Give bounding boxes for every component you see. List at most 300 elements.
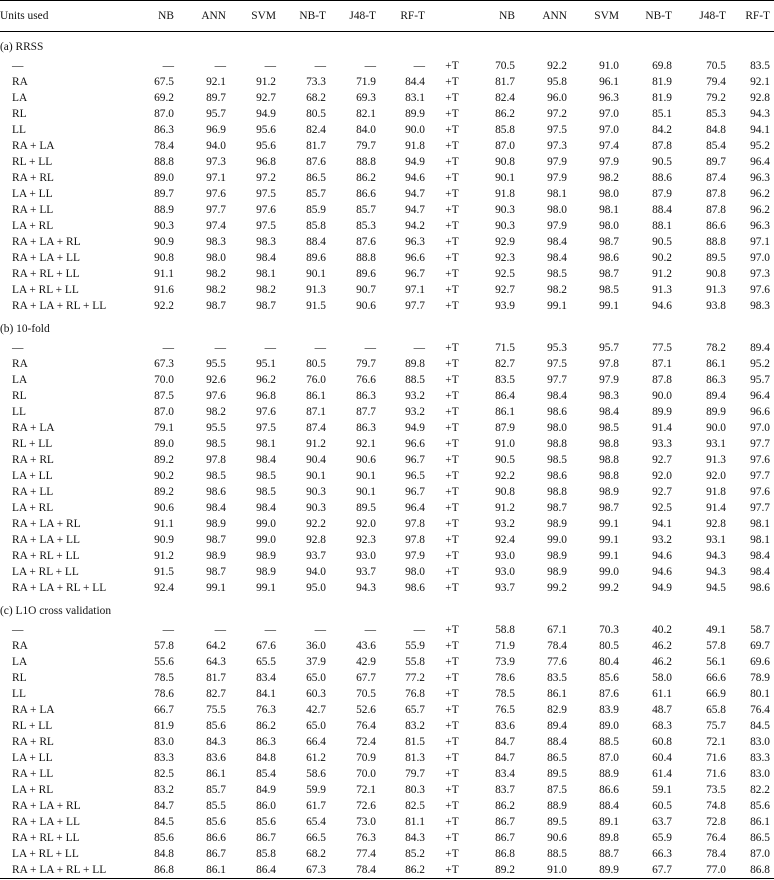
value-cell: 94.1 [652,518,672,530]
value-cell: — [264,342,276,354]
units-cell: RA + LA [12,140,55,152]
value-cell: 76.8 [405,688,425,700]
plus-t-cell: +T [445,140,459,152]
table-row [0,436,774,452]
value-cell: 91.0 [599,60,619,72]
value-cell: 65.4 [306,816,326,828]
value-cell: 98.5 [599,422,619,434]
value-cell: 95.7 [599,342,619,354]
plus-t-cell: +T [445,172,459,184]
value-cell: 86.8 [134,862,178,879]
value-cell: 89.2 [154,454,174,466]
value-cell: 85.8 [306,220,326,232]
value-cell: 89.9 [652,406,672,418]
table-row [0,170,774,186]
value-cell: — [214,60,226,72]
value-cell: 92.2 [495,470,515,482]
value-cell: 88.8 [706,236,726,248]
value-cell: 91.4 [652,422,672,434]
value-cell: 90.3 [306,502,326,514]
value-cell: 93.2 [495,518,515,530]
units-cell: RA + LA + LL [12,252,80,264]
value-cell: 73.5 [706,784,726,796]
value-cell: 84.8 [706,124,726,136]
value-cell: 98.6 [547,470,567,482]
value-cell: 81.1 [405,816,425,828]
value-cell: 92.3 [495,252,515,264]
value-cell: 87.5 [547,784,567,796]
units-cell: LA + LL [12,470,53,482]
header-cell: J48-T [676,1,730,32]
value-cell: 84.3 [405,832,425,844]
value-cell: 97.0 [750,252,770,264]
header-units-used: Units used [0,1,134,32]
value-cell: 76.4 [750,704,770,716]
value-cell: 72.8 [706,816,726,828]
value-cell: 82.5 [154,768,174,780]
value-cell: 97.5 [256,422,276,434]
units-cell: RA + LA + LL [12,816,80,828]
table-row [0,282,774,298]
value-cell: 93.7 [306,550,326,562]
value-cell: 91.8 [405,140,425,152]
value-cell: 98.8 [547,438,567,450]
units-cell: RL + LL [12,438,53,450]
value-cell: 86.4 [230,862,280,879]
value-cell: 94.2 [405,220,425,232]
value-cell: 81.5 [405,736,425,748]
value-cell: 98.0 [599,220,619,232]
value-cell: 83.5 [495,374,515,386]
units-cell: LA + LL [12,752,53,764]
value-cell: 97.9 [547,156,567,168]
value-cell: 89.2 [154,486,174,498]
value-cell: 89.5 [706,252,726,264]
value-cell: 93.1 [706,534,726,546]
section-title: (a) RRSS [0,41,44,53]
value-cell: 98.4 [599,406,619,418]
units-cell: LA + RL [12,502,54,514]
plus-t-cell: +T [445,502,459,514]
value-cell: 73.3 [306,76,326,88]
value-cell: — [264,624,276,636]
value-cell: 57.8 [154,640,174,652]
value-cell: 67.5 [154,76,174,88]
value-cell: — [162,342,174,354]
value-cell: 59.9 [306,784,326,796]
units-cell: LL [12,406,26,418]
units-cell: LA [12,92,28,104]
value-cell: 85.8 [256,848,276,860]
units-cell: LA [12,374,28,386]
value-cell: 57.8 [706,640,726,652]
value-cell: 76.4 [706,832,726,844]
value-cell: 83.0 [750,768,770,780]
value-cell: 94.9 [405,422,425,434]
value-cell: 86.3 [256,736,276,748]
value-cell: 55.6 [154,656,174,668]
value-cell: 86.8 [495,848,515,860]
value-cell: 70.5 [706,60,726,72]
value-cell: 86.1 [178,862,230,879]
value-cell: 61.4 [652,768,672,780]
table-row [0,686,774,702]
value-cell: 98.7 [599,502,619,514]
value-cell: 86.2 [356,172,376,184]
value-cell: 69.6 [750,656,770,668]
value-cell: 98.5 [599,284,619,296]
section-header-row [0,596,774,622]
value-cell: 88.4 [547,736,567,748]
value-cell: 94.0 [206,140,226,152]
value-cell: 89.6 [306,252,326,264]
value-cell: 92.8 [750,92,770,104]
value-cell: 98.4 [750,566,770,578]
value-cell: 91.1 [154,518,174,530]
value-cell: 59.1 [652,784,672,796]
plus-t-cell: +T [445,848,459,860]
value-cell: 97.0 [599,108,619,120]
value-cell: 98.9 [256,566,276,578]
units-cell: RA + LA [12,704,55,716]
value-cell: 98.8 [599,470,619,482]
value-cell: 61.1 [652,688,672,700]
value-cell: 84.7 [495,736,515,748]
value-cell: 98.1 [750,518,770,530]
value-cell: — [314,342,326,354]
value-cell: 94.3 [706,566,726,578]
units-cell: RL [12,672,27,684]
value-cell: — [413,624,425,636]
value-cell: 87.6 [599,688,619,700]
value-cell: 85.9 [306,204,326,216]
value-cell: — [413,60,425,72]
value-cell: 84.5 [750,720,770,732]
value-cell: 90.5 [652,156,672,168]
table-row [0,468,774,484]
value-cell: 96.2 [750,204,770,216]
value-cell: 86.3 [154,124,174,136]
value-cell: 89.4 [750,342,770,354]
units-cell: RA + RL + LL [12,832,80,844]
table-row [0,734,774,750]
value-cell: 70.0 [356,768,376,780]
value-cell: 89.4 [547,720,567,732]
table-row [0,564,774,580]
value-cell: 60.5 [652,800,672,812]
value-cell: 85.6 [206,816,226,828]
value-cell: 86.3 [356,390,376,402]
plus-t-cell: +T [445,486,459,498]
value-cell: 96.2 [256,374,276,386]
table-header-row [0,1,774,32]
value-cell: 87.9 [652,188,672,200]
value-cell: 89.6 [356,268,376,280]
value-cell: 97.7 [750,502,770,514]
table-row [0,500,774,516]
value-cell: 98.4 [547,236,567,248]
value-cell: 98.8 [599,454,619,466]
value-cell: 91.2 [256,76,276,88]
value-cell: 70.5 [495,60,515,72]
value-cell: 78.4 [154,140,174,152]
value-cell: 70.9 [356,752,376,764]
value-cell: 96.4 [405,502,425,514]
value-cell: 87.0 [495,140,515,152]
value-cell: 92.4 [495,534,515,546]
value-cell: 87.0 [154,406,174,418]
value-cell: 86.1 [206,768,226,780]
value-cell: 75.5 [206,704,226,716]
value-cell: 93.1 [706,438,726,450]
value-cell: 78.5 [154,672,174,684]
value-cell: 78.5 [495,688,515,700]
value-cell: 96.9 [206,124,226,136]
value-cell: 98.4 [547,252,567,264]
plus-t-cell: +T [445,342,459,354]
value-cell: 90.3 [154,220,174,232]
value-cell: 96.3 [405,236,425,248]
value-cell: 70.5 [356,688,376,700]
plus-t-cell: +T [445,624,459,636]
value-cell: 97.0 [750,422,770,434]
value-cell: 96.6 [405,438,425,450]
value-cell: 49.1 [706,624,726,636]
table-row [0,846,774,862]
plus-t-cell: +T [445,156,459,168]
value-cell: 84.2 [652,124,672,136]
value-cell: 67.7 [356,672,376,684]
value-cell: 95.7 [750,374,770,386]
value-cell: 68.3 [652,720,672,732]
units-cell: RA [12,358,28,370]
units-cell: LA + RL [12,784,54,796]
value-cell: 97.2 [256,172,276,184]
value-cell: 36.0 [306,640,326,652]
value-cell: 90.3 [306,486,326,498]
header-cell: ANN [519,1,571,32]
value-cell: 72.4 [356,736,376,748]
table-row [0,516,774,532]
value-cell: 91.1 [154,268,174,280]
value-cell: 87.4 [706,172,726,184]
units-cell: RA + LA + RL [12,518,81,530]
value-cell: 98.7 [206,566,226,578]
value-cell: 87.5 [154,390,174,402]
value-cell: 81.9 [652,76,672,88]
value-cell: 99.1 [599,518,619,530]
table-row [0,138,774,154]
value-cell: 98.1 [547,188,567,200]
value-cell: 93.0 [356,550,376,562]
value-cell: 80.5 [306,358,326,370]
value-cell: 97.6 [750,284,770,296]
value-cell: 89.5 [356,502,376,514]
units-cell: LA + RL + LL [12,566,79,578]
value-cell: 77.2 [405,672,425,684]
value-cell: 89.5 [547,768,567,780]
value-cell: 92.9 [495,236,515,248]
value-cell: 90.2 [652,252,672,264]
value-cell: 58.8 [495,624,515,636]
units-cell: RA [12,640,28,652]
value-cell: 42.7 [306,704,326,716]
value-cell: 98.3 [750,300,770,312]
value-cell: 66.9 [706,688,726,700]
value-cell: 86.2 [256,720,276,732]
value-cell: 92.2 [547,60,567,72]
value-cell: 88.4 [652,204,672,216]
value-cell: 98.8 [599,438,619,450]
value-cell: 90.5 [652,236,672,248]
table-row [0,766,774,782]
value-cell: 86.3 [356,422,376,434]
value-cell: 83.3 [154,752,174,764]
value-cell: 87.6 [356,236,376,248]
value-cell: 89.7 [706,156,726,168]
value-cell: 78.6 [495,672,515,684]
value-cell: 94.5 [706,582,726,594]
value-cell: 97.3 [750,268,770,280]
value-cell: 79.7 [356,140,376,152]
header-cell: SVM [230,1,280,32]
value-cell: 87.8 [652,140,672,152]
value-cell: 95.7 [206,108,226,120]
value-cell: 99.1 [599,534,619,546]
value-cell: 85.7 [356,204,376,216]
value-cell: 92.5 [495,268,515,280]
value-cell: 94.6 [652,566,672,578]
value-cell: 77.5 [652,342,672,354]
value-cell: 66.6 [706,672,726,684]
value-cell: 68.2 [306,848,326,860]
units-cell: RA + RL + LL [12,550,80,562]
value-cell: 98.1 [256,438,276,450]
value-cell: 80.5 [306,108,326,120]
value-cell: 76.5 [495,704,515,716]
value-cell: 96.8 [256,156,276,168]
value-cell: 97.6 [206,188,226,200]
units-cell: — [12,60,24,72]
value-cell: 97.5 [256,220,276,232]
value-cell: 81.7 [495,76,515,88]
value-cell: 97.6 [256,204,276,216]
value-cell: 98.6 [750,582,770,594]
value-cell: 86.7 [206,848,226,860]
value-cell: 94.6 [405,172,425,184]
value-cell: 90.1 [306,470,326,482]
value-cell: 86.2 [495,108,515,120]
value-cell: 86.6 [599,784,619,796]
value-cell: 64.3 [206,656,226,668]
value-cell: 86.5 [547,752,567,764]
value-cell: 93.2 [405,406,425,418]
units-cell: RL [12,390,27,402]
value-cell: 65.9 [652,832,672,844]
value-cell: 60.4 [652,752,672,764]
units-cell: LL [12,688,26,700]
value-cell: 90.8 [706,268,726,280]
value-cell: 70.3 [599,624,619,636]
value-cell: 90.2 [154,470,174,482]
value-cell: — [364,624,376,636]
value-cell: 98.6 [599,252,619,264]
value-cell: 82.9 [547,704,567,716]
table-row [0,452,774,468]
value-cell: 83.9 [599,704,619,716]
value-cell: 69.7 [750,640,770,652]
value-cell: 98.2 [256,284,276,296]
plus-t-cell: +T [445,518,459,530]
table-row [0,340,774,356]
plus-t-cell: +T [445,124,459,136]
value-cell: 78.4 [547,640,567,652]
value-cell: 78.4 [706,848,726,860]
value-cell: 89.0 [154,438,174,450]
value-cell: 90.1 [356,470,376,482]
value-cell: 63.7 [652,816,672,828]
value-cell: 94.3 [750,108,770,120]
value-cell: 98.9 [547,518,567,530]
value-cell: — [162,60,174,72]
plus-t-cell: +T [445,92,459,104]
value-cell: 95.5 [206,422,226,434]
value-cell: 97.2 [547,108,567,120]
value-cell: 46.2 [652,656,672,668]
value-cell: 89.0 [154,172,174,184]
value-cell: 91.4 [706,502,726,514]
plus-t-cell: +T [445,800,459,812]
value-cell: 99.1 [547,300,567,312]
plus-t-cell: +T [445,470,459,482]
units-cell: RL [12,108,27,120]
table-row [0,702,774,718]
table-row [0,122,774,138]
plus-t-cell: +T [445,720,459,732]
value-cell: 97.9 [599,156,619,168]
plus-t-cell: +T [445,284,459,296]
value-cell: — [162,624,174,636]
units-cell: RA + LL [12,768,54,780]
value-cell: 93.0 [495,550,515,562]
value-cell: 89.2 [475,862,519,879]
value-cell: 97.1 [206,172,226,184]
value-cell: 90.1 [495,172,515,184]
value-cell: 84.8 [256,752,276,764]
value-cell: 91.2 [154,550,174,562]
value-cell: 93.0 [495,566,515,578]
value-cell: 95.0 [306,582,326,594]
value-cell: 70.0 [154,374,174,386]
value-cell: 94.6 [652,550,672,562]
value-cell: 99.0 [256,534,276,546]
value-cell: 92.0 [652,470,672,482]
table-row [0,388,774,404]
table-row [0,250,774,266]
section-title: (c) L1O cross validation [0,605,112,617]
table-row [0,218,774,234]
value-cell: 77.6 [547,656,567,668]
units-cell: RA + LL [12,204,54,216]
value-cell: 91.0 [519,862,571,879]
value-cell: 97.4 [206,220,226,232]
value-cell: 73.0 [356,816,376,828]
value-cell: 98.9 [206,518,226,530]
value-cell: 92.7 [652,486,672,498]
value-cell: 89.1 [599,816,619,828]
value-cell: 82.7 [495,358,515,370]
value-cell: 88.1 [652,220,672,232]
